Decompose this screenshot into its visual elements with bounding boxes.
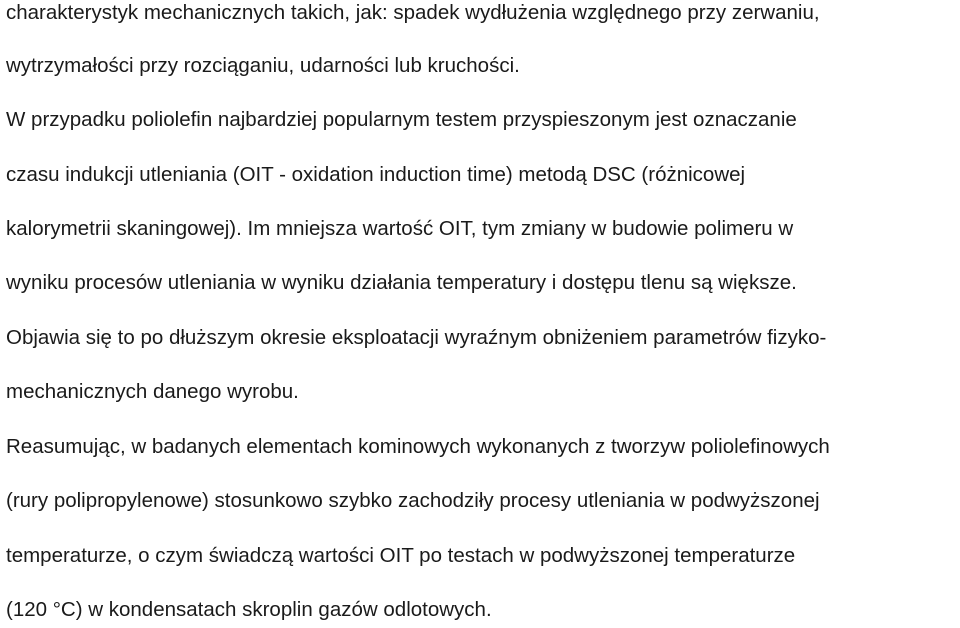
text-line: wyniku procesów utleniania w wyniku działania temperatury i dostępu tlenu są większe. <box>6 271 797 294</box>
text-line: (120 °C) w kondensatach skroplin gazów odlotowych. <box>6 598 492 621</box>
text-line: charakterystyk mechanicznych takich, jak: spadek wydłużenia względnego przy zerwaniu, <box>6 1 820 24</box>
text-line: wytrzymałości przy rozciąganiu, udarności lub kruchości. <box>6 54 520 77</box>
text-line: Objawia się to po dłuższym okresie eksploatacji wyraźnym obniżeniem parametrów fizyko- <box>6 326 827 349</box>
text-line: temperaturze, o czym świadczą wartości OIT po testach w podwyższonej temperaturze <box>6 544 796 567</box>
text-line: mechanicznych danego wyrobu. <box>6 380 299 403</box>
text-line: kalorymetrii skaningowej). Im mniejsza wartość OIT, tym zmiany w budowie polimeru w <box>6 217 794 240</box>
text-line: W przypadku poliolefin najbardziej popularnym testem przyspieszonym jest oznaczanie <box>6 108 797 131</box>
text-line: (rury polipropylenowe) stosunkowo szybko zachodziły procesy utleniania w podwyższonej <box>6 489 820 512</box>
text-line: czasu indukcji utleniania (OIT - oxidation induction time) metodą DSC (różnicowej <box>6 163 746 186</box>
text-line: Reasumując, w badanych elementach kominowych wykonanych z tworzyw poliolefinowych <box>6 435 830 458</box>
